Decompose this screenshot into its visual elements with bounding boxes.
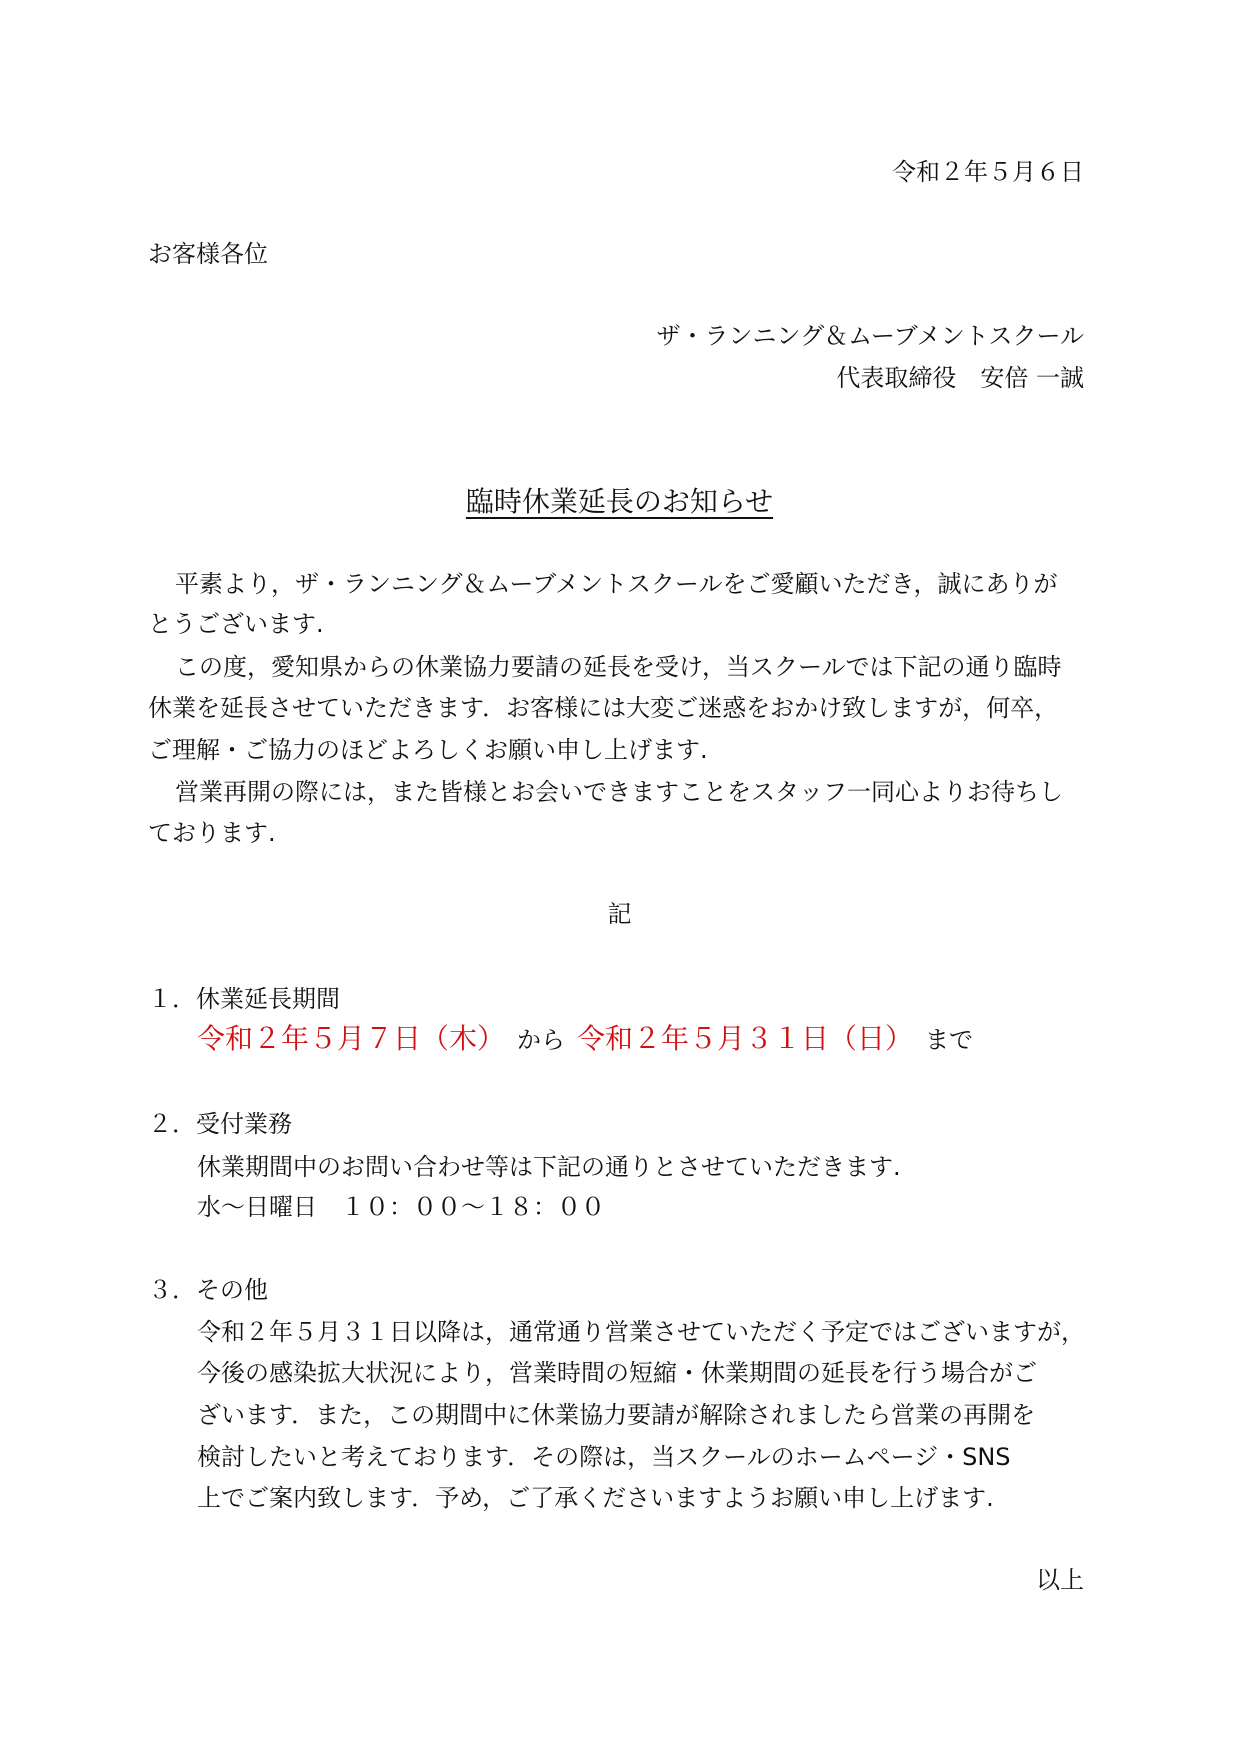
period-end-date: 令和２年５月３１日（日） (577, 1022, 914, 1055)
sender-company: ザ・ランニング＆ムーブメントスクール (656, 322, 1084, 350)
period-from-text: から (517, 1026, 566, 1054)
addressee: お客様各位 (148, 240, 268, 268)
body-p1-line2: とうございます. (148, 610, 324, 638)
section-2-heading: ２．受付業務 (148, 1110, 292, 1138)
sender-representative: 代表取締役 安倍 一誠 (836, 364, 1084, 392)
body-p3-line2: ております. (148, 819, 276, 847)
body-p2-line1: この度，愛知県からの休業協力要請の延長を受け，当スクールでは下記の通り臨時 (175, 653, 1062, 681)
section-1-heading: １．休業延長期間 (148, 985, 340, 1013)
section-3-line2: 今後の感染拡大状況により，営業時間の短縮・休業期間の延長を行う場合がご (197, 1359, 1037, 1387)
body-p1-line1: 平素より，ザ・ランニング＆ムーブメントスクールをご愛顧いただき，誠にありが (175, 570, 1058, 598)
section-3-line3: ざいます．また，この期間中に休業協力要請が解除されましたら営業の再開を (197, 1401, 1036, 1429)
section-3-heading: ３．その他 (148, 1276, 268, 1304)
body-p3-line1: 営業再開の際には，また皆様とお会いできますことをスタッフ一同心よりお待ちし (175, 778, 1063, 806)
section-3-line1: 令和２年５月３１日以降は，通常通り営業させていただく予定ではございますが， (197, 1318, 1085, 1346)
body-p2-line3: ご理解・ご協力のほどよろしくお願い申し上げます. (148, 736, 708, 764)
closing-text: 以上 (1036, 1566, 1084, 1594)
section-2-hours: 水〜日曜日 １０：００〜１８：００ (197, 1193, 605, 1221)
page-title: 臨時休業延長のお知らせ (465, 485, 774, 518)
document-date: 令和２年５月６日 (892, 158, 1084, 186)
section-3-line5: 上でご案内致します．予め，ご了承くださいますようお願い申し上げます. (197, 1484, 994, 1512)
period-start-date: 令和２年５月７日（木） (197, 1022, 506, 1055)
section-3-line4: 検討したいと考えております．その際は，当スクールのホームページ・SNS (197, 1443, 1011, 1471)
section-1-period (197, 1022, 974, 1055)
body-p2-line2: 休業を延長させていただきます．お客様には大変ご迷惑をおかけ致しますが，何卒， (148, 694, 1059, 722)
ki-heading: 記 (607, 900, 632, 928)
period-until-text: まで (925, 1026, 974, 1054)
section-2-line1: 休業期間中のお問い合わせ等は下記の通りとさせていただきます. (197, 1153, 901, 1181)
